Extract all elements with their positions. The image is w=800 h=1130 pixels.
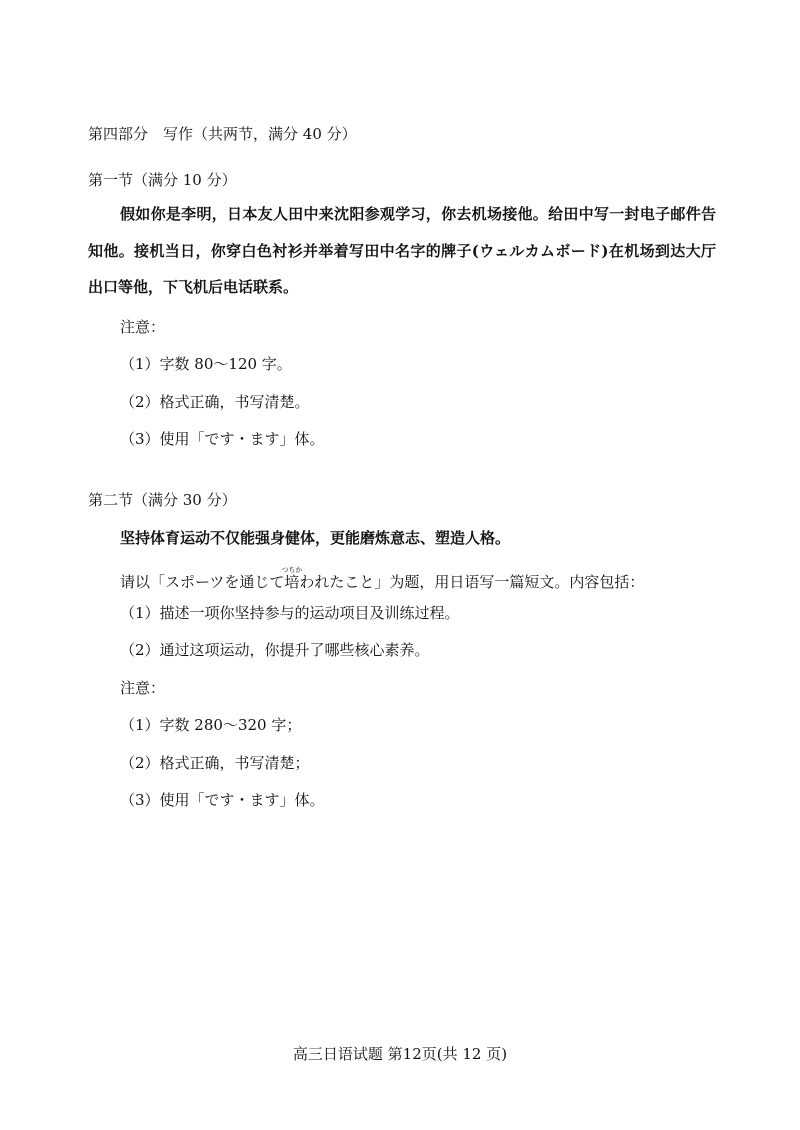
section-1-note-2: （2）格式正确，书写清楚。 (120, 393, 310, 411)
section-1-note-1: （1）字数 80～120 字。 (120, 355, 292, 373)
section-1-heading: 第一节（满分 10 分） (88, 171, 237, 189)
section-2-note-1: （1）字数 280～320 字； (120, 716, 302, 734)
page-footer: 高三日语试题 第12页(共 12 页) (292, 1045, 508, 1063)
section-1-notes-label: 注意： (120, 318, 166, 336)
instruction-kanji: 培 (281, 573, 303, 591)
section-2-content-1: （1）描述一项你坚持参与的运动项目及训练过程。 (120, 604, 460, 622)
section-2-instruction (120, 566, 644, 592)
instruction-furigana: つちか (281, 566, 303, 574)
section-2-theme: 坚持体育运动不仅能强身健体，更能磨炼意志、塑造人格。 (120, 529, 511, 547)
furigana-word (281, 566, 303, 591)
section-2-note-2: （2）格式正确，书写清楚； (120, 754, 310, 772)
instruction-suffix: われたこと」为题，用日语写一篇短文。内容包括： (299, 573, 645, 591)
section-2-notes-label: 注意： (120, 679, 166, 697)
section-1-prompt: 假如你是李明，日本友人田中来沈阳参观学习，你去机场接他。给田中写一封电子邮件告知他。接机当日，你穿白色衬衫并举着写田中名字的牌子(ウェルカムボード)在机场到达大厅出口等他，下飞机后电话联系。 (88, 205, 716, 296)
section-2-heading: 第二节（满分 30 分） (88, 491, 237, 509)
instruction-prefix: 请以「スポーツを通じて (120, 573, 285, 591)
section-2-content-2: （2）通过这项运动，你提升了哪些核心素养。 (120, 641, 430, 659)
section-1-note-3: （3）使用「です・ます」体。 (120, 430, 325, 448)
section-2-note-3: （3）使用「です・ます」体。 (120, 791, 325, 809)
part-title: 第四部分 写作（共两节，满分 40 分） (88, 125, 357, 143)
